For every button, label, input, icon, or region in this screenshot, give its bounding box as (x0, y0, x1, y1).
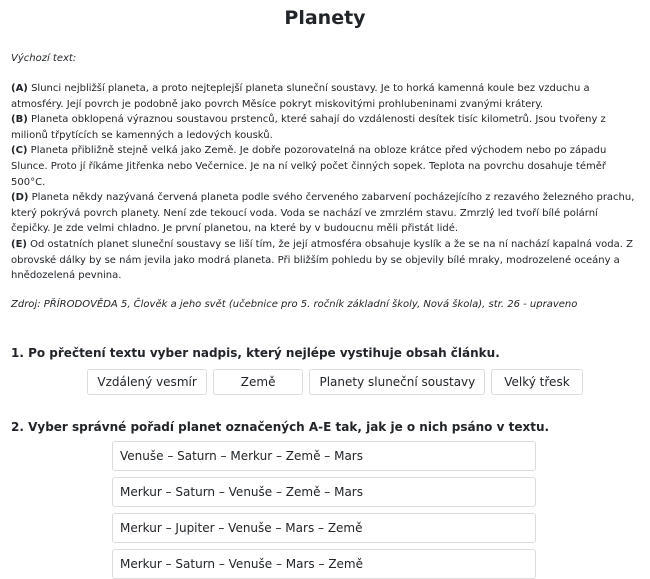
passage-paragraph-c (11, 143, 639, 190)
answer-option-1[interactable]: Venuše – Saturn – Merkur – Země – Mars (112, 441, 536, 471)
question-1-text: 1. Po přečtení textu vyber nadpis, který nejlépe vystihuje obsah článku. (11, 345, 500, 360)
paragraph-letter: (D) (11, 192, 29, 204)
page-title: Planety (284, 7, 366, 29)
paragraph-text: Planeta přibližně stejně velká jako Země. Je dobře pozorovatelná na obloze krátce před východem nebo po západu Slunce. Proto jí říkáme Jitřenka nebo Večernice. Je na ní velký počet činných sopek. Teplota na povrchu dosahuje téměř 500°C. (11, 145, 607, 188)
source-citation: Zdroj: PŘÍRODOVĚDA 5, Člověk a jeho svět (učebnice pro 5. ročník základní školy, Nová škola), str. 26 - upraveno (11, 298, 578, 310)
paragraph-text: Planeta někdy nazývaná červená planeta podle svého červeného zabarvení pocházejícího z rezavého železného prachu, který pokrývá povrch planety. Není zde tekoucí voda. Voda se nachází ve zmrzlém stavu. Zmrzlý led tvoří bílé polární čepičky. Je zde velmi chladno. Je první planetou, na které by v budoucnu měli přistát lidé. (11, 192, 635, 235)
passage-paragraph-d (11, 190, 639, 237)
paragraph-letter: (E) (11, 238, 27, 250)
answer-button-velky-tresk[interactable]: Velký třesk (491, 369, 582, 395)
passage-paragraph-e (11, 237, 639, 284)
passage-paragraph-a (11, 81, 639, 112)
paragraph-text: Planeta obklopená výraznou soustavou prstenců, které sahají do vzdálenosti desítek tisíc kilometrů. Jsou tvořeny z milionů třpytících se kamenných a ledových kousků. (11, 114, 606, 141)
passage-paragraph-b (11, 112, 639, 143)
passage (11, 81, 639, 284)
answer-option-3[interactable]: Merkur – Jupiter – Venuše – Mars – Země (112, 513, 536, 543)
answer-button-vzdaleny-vesmir[interactable]: Vzdálený vesmír (87, 369, 206, 395)
paragraph-letter: (B) (11, 114, 28, 126)
question-1-options (31, 369, 639, 395)
answer-button-zeme[interactable]: Země (213, 369, 304, 395)
question-2-options (112, 441, 536, 579)
paragraph-text: Slunci nejbližší planeta, a proto nejteplejší planeta sluneční soustavy. Je to horká kamenná koule bez vzduchu a atmosféry. Její povrch je podobně jako povrch Měsíce pokryt miskovitými prohlubeninami zvanými krátery. (11, 83, 590, 110)
paragraph-letter: (C) (11, 145, 28, 157)
paragraph-text: Od ostatních planet sluneční soustavy se liší tím, že její atmosféra obsahuje kyslík a že se na ní nachází kapalná voda. Z obrovské dálky by se nám jevila jako modrá planeta. Při bližším pohledu by se objevily bílé mraky, modrozelené oceány a hnědozelená pevnina. (11, 238, 633, 282)
answer-option-4[interactable]: Merkur – Saturn – Venuše – Mars – Země (112, 549, 536, 579)
answer-option-2[interactable]: Merkur – Saturn – Venuše – Země – Mars (112, 477, 536, 507)
source-label: Výchozí text: (11, 53, 77, 64)
paragraph-letter: (A) (11, 83, 28, 94)
answer-button-planety-slunecni-soustavy[interactable]: Planety sluneční soustavy (309, 369, 485, 395)
question-2-text: 2. Vyber správné pořadí planet označených A-E tak, jak je o nich psáno v textu. (11, 419, 550, 434)
